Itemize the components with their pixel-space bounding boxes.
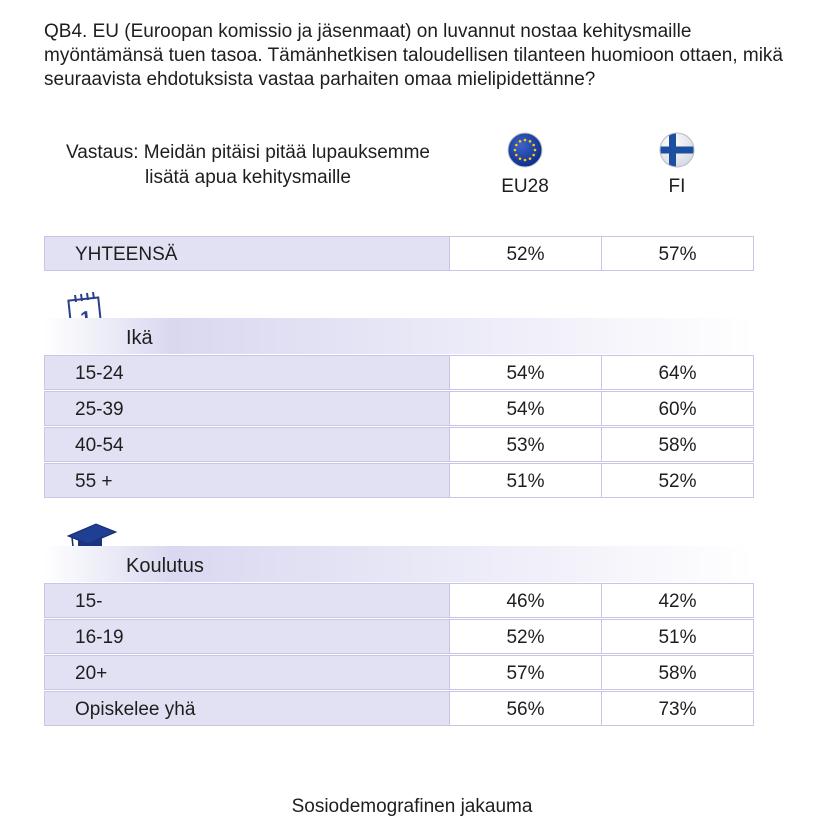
table-row [44, 463, 754, 498]
eu-star [534, 149, 537, 152]
eu-star [515, 144, 518, 147]
value-eu28: 51% [449, 463, 602, 498]
eu-star [519, 140, 522, 143]
eu-star [524, 139, 527, 142]
eu-star [515, 154, 518, 157]
value-fi: 51% [601, 619, 754, 654]
column-label-eu28: EU28 [501, 176, 549, 197]
value-fi: 58% [601, 655, 754, 690]
table-row [44, 691, 754, 726]
table-row [44, 619, 754, 654]
value-fi: 42% [601, 583, 754, 618]
section-header-education [44, 546, 754, 582]
section-title-age: Ikä [126, 327, 153, 349]
value-eu28: 54% [449, 391, 602, 426]
value-fi: 57% [601, 236, 754, 271]
table-row [44, 391, 754, 426]
value-fi: 58% [601, 427, 754, 462]
value-fi: 64% [601, 355, 754, 390]
value-fi: 52% [601, 463, 754, 498]
value-eu28: 46% [449, 583, 602, 618]
value-eu28: 56% [449, 691, 602, 726]
row-label: 40-54 [44, 427, 450, 462]
table-row [44, 427, 754, 462]
eu-star [519, 157, 522, 160]
section-title-education: Koulutus [126, 555, 204, 577]
value-eu28: 54% [449, 355, 602, 390]
finland-flag-icon [659, 132, 695, 168]
row-label: YHTEENSÄ [44, 236, 450, 271]
eu-star [524, 159, 527, 162]
column-header-fi [617, 132, 737, 198]
table-row [44, 583, 754, 618]
value-eu28: 52% [449, 619, 602, 654]
row-label: 15-24 [44, 355, 450, 390]
eu-star [529, 157, 532, 160]
row-label: 16-19 [44, 619, 450, 654]
eu-star [514, 149, 517, 152]
eu-flag-icon [507, 132, 543, 168]
table-row-total [44, 236, 754, 271]
value-eu28: 53% [449, 427, 602, 462]
row-label: 55 + [44, 463, 450, 498]
eu-star [529, 140, 532, 143]
value-eu28: 57% [449, 655, 602, 690]
row-label: 20+ [44, 655, 450, 690]
row-label: 15- [44, 583, 450, 618]
value-fi: 60% [601, 391, 754, 426]
question-text: QB4. EU (Euroopan komissio ja jäsenmaat) on luvannut nostaa kehitysmaille myöntämänsä tuen tasoa. Tämänhetkisen taloudellisen tilanteen huomioon ottaen, mikä seuraavista ehdotuksista vastaa parhaiten omaa mielipidettänne? [44, 21, 783, 90]
row-label: 25-39 [44, 391, 450, 426]
table-row [44, 355, 754, 390]
answer-label: Vastaus: Meidän pitäisi pitää lupauksemme lisätä apua kehitysmaille [65, 142, 430, 188]
eu-star [532, 144, 535, 147]
section-header-age [44, 318, 754, 354]
value-fi: 73% [601, 691, 754, 726]
value-eu28: 52% [449, 236, 602, 271]
row-label: Opiskelee yhä [44, 691, 450, 726]
footer-caption: Sosiodemografinen jakauma [291, 796, 533, 817]
column-header-eu28 [465, 132, 585, 198]
column-label-fi: FI [668, 176, 686, 197]
eu-star [532, 154, 535, 157]
table-row [44, 655, 754, 690]
